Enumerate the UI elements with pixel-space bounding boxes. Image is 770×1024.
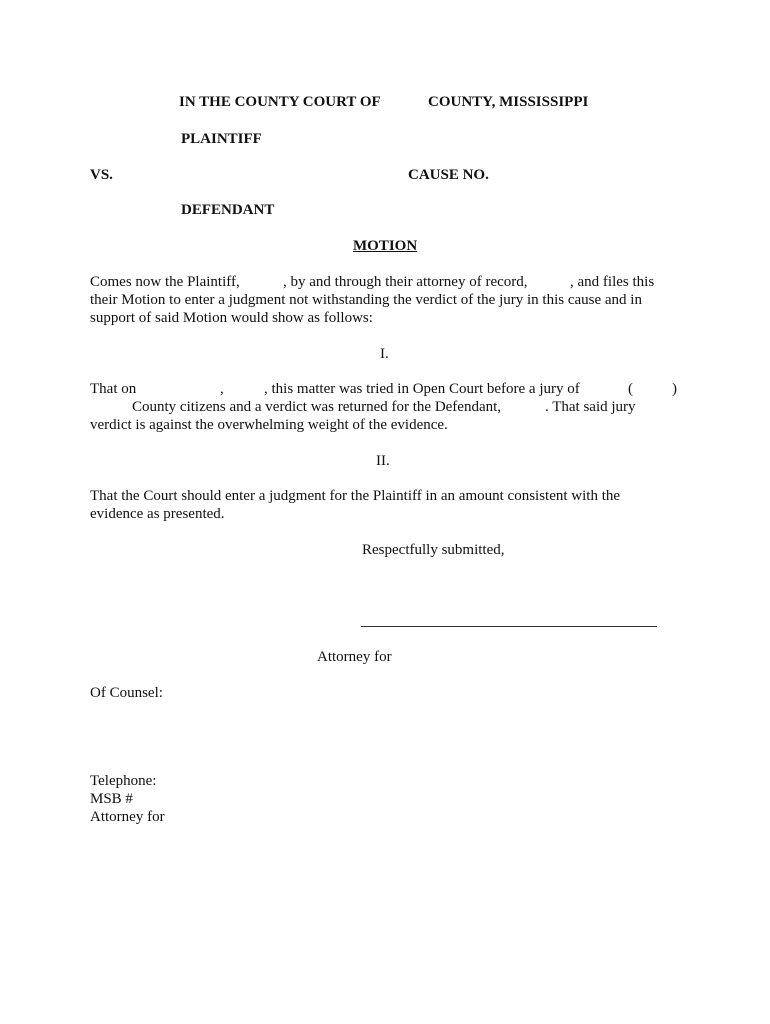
section-two-line1: That the Court should enter a judgment for the Plaintiff in an amount consistent with the [90,488,621,504]
telephone-label: Telephone: [90,773,157,789]
section-one-line1-a: That on [90,381,137,397]
defendant-label: DEFENDANT [181,202,275,218]
section-one-line1-e: ) [672,381,677,397]
attorney-for-label: Attorney for [317,649,392,665]
motion-title: MOTION [353,238,418,254]
court-heading-left: IN THE COUNTY COURT OF [179,94,381,110]
vs-label: VS. [90,167,113,183]
of-counsel-label: Of Counsel: [90,685,163,701]
msb-label: MSB # [90,791,133,807]
plaintiff-label: PLAINTIFF [181,131,262,147]
intro-line2: their Motion to enter a judgment not withstanding the verdict of the jury in this cause and in [90,292,642,308]
intro-line3: support of said Motion would show as follows: [90,310,373,326]
signature-line [361,626,657,627]
section-one-line2-b: . That said jury [545,399,636,415]
cause-number-label: CAUSE NO. [408,167,489,183]
section-one-line1-b: , [220,381,224,397]
court-heading-right: COUNTY, MISSISSIPPI [428,94,589,110]
section-two-line2: evidence as presented. [90,506,225,522]
section-one-line2-a: County citizens and a verdict was returned for the Defendant, [132,399,502,415]
closing-text: Respectfully submitted, [362,542,505,558]
section-one-line1-c: , this matter was tried in Open Court before a jury of [264,381,580,397]
section-one-line3: verdict is against the overwhelming weight of the evidence. [90,417,448,433]
section-one-line1-d: ( [628,381,633,397]
intro-line1-c: , and files this [570,274,655,290]
section-one-numeral: I. [380,346,389,362]
intro-line1-a: Comes now the Plaintiff, [90,274,240,290]
section-two-numeral: II. [376,453,390,469]
intro-line1-b: , by and through their attorney of record, [283,274,528,290]
footer-attorney-for-label: Attorney for [90,809,165,825]
